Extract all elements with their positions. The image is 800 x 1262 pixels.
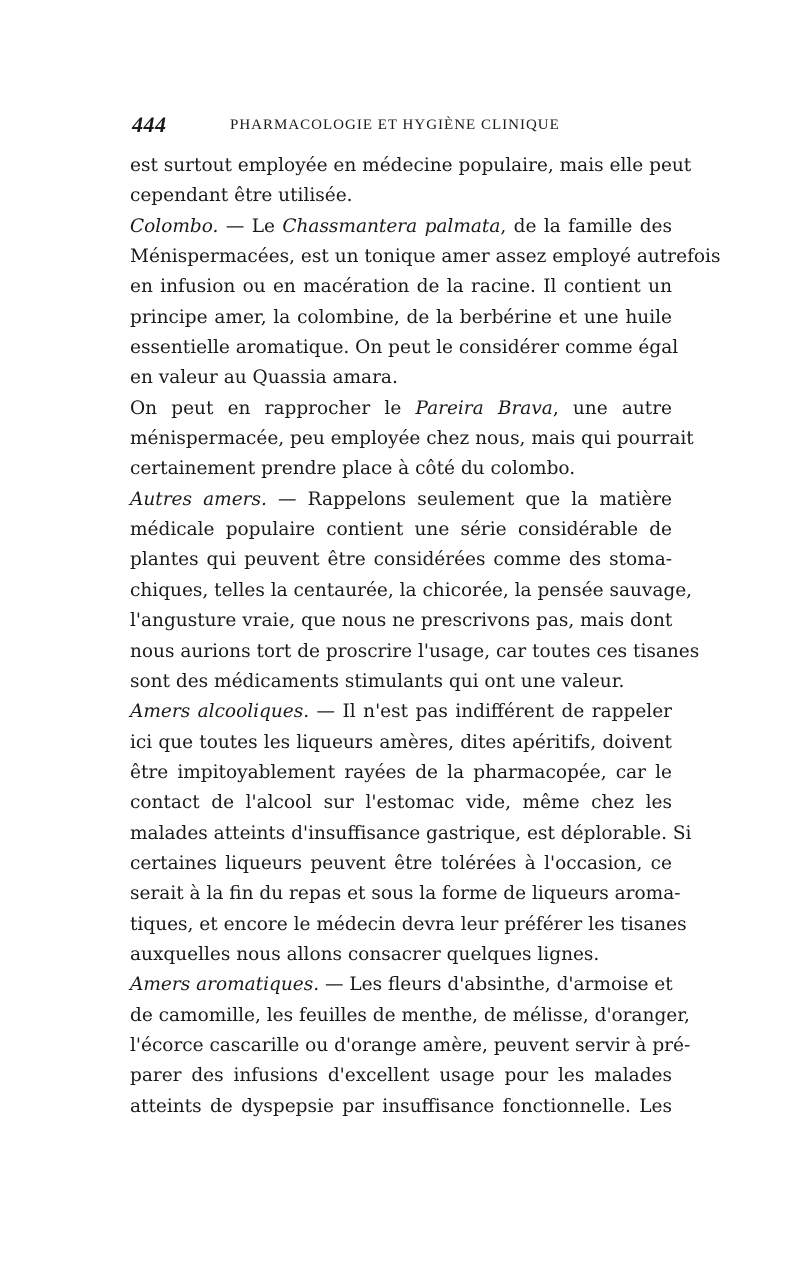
section-heading-colombo: Colombo. [130,215,219,237]
text-line: chiques, telles la centaurée, la chicorée, la pensée sauvage, [130,579,693,601]
text-line: en valeur au Quassia amara. [130,367,398,389]
text-line: parer des infusions d'excellent usage pour les malades [130,1065,672,1087]
text-line: nous aurions tort de proscrire l'usage, car toutes ces tisanes [130,640,700,662]
text-line: être impitoyablement rayées de la pharmacopée, car le [130,761,672,783]
text-line: l'écorce cascarille ou d'orange amère, peuvent servir à pré- [130,1034,691,1056]
text-line: Amers aromatiques. — Les fleurs d'absinthe, d'armoise et [130,974,673,996]
page-header [132,112,672,142]
text-line: essentielle aromatique. On peut le considérer comme égal [130,337,679,359]
text-line: sont des médicaments stimulants qui ont une valeur. [130,670,625,692]
text-line: contact de l'alcool sur l'estomac vide, même chez les [130,792,672,814]
text-line: est surtout employée en médecine populaire, mais elle peut [130,155,692,176]
running-title: PHARMACOLOGIE ET HYGIÈNE CLINIQUE [230,117,560,133]
text-line: certaines liqueurs peuvent être tolérées à l'occasion, ce [130,852,672,874]
text-line: Autres amers. — Rappelons seulement que la matière [130,488,673,510]
text-line: principe amer, la colombine, de la berbérine et une huile [130,306,672,328]
text-line: atteints de dyspepsie par insuffisance fonctionnelle. Les [130,1095,672,1117]
text-line: On peut en rapprocher le Pareira Brava, une autre [130,397,672,419]
text-line: Colombo. — Le Chassmantera palmata, de la famille des [130,215,672,237]
text-line: plantes qui peuvent être considérées comme des stoma- [130,549,672,571]
section-heading-autres-amers: Autres amers. [130,488,267,510]
text-line: certainement prendre place à côté du colombo. [130,458,576,480]
text-line: cependant être utilisée. [130,185,353,207]
text-line: serait à la fin du repas et sous la forme de liqueurs aroma- [130,883,681,905]
text-line: Ménispermacées, est un tonique amer assez employé autrefois [130,246,721,268]
text-line: malades atteints d'insuffisance gastrique, est déplorable. Si [130,822,692,844]
text-line: de camomille, les feuilles de menthe, de mélisse, d'oranger, [130,1004,690,1026]
body-text [130,151,721,1122]
species-name: Pareira Brava [415,397,553,419]
text-line: l'angusture vraie, que nous ne prescrivons pas, mais dont [130,610,673,632]
text-line: ménispermacée, peu employée chez nous, mais qui pourrait [130,428,694,450]
text-line: ici que toutes les liqueurs amères, dites apéritifs, doivent [130,731,672,753]
text-line: en infusion ou en macération de la racine. Il contient un [130,276,672,298]
page-number: 444 [132,112,167,137]
text-line: tiques, et encore le médecin devra leur préférer les tisanes [130,913,687,935]
section-heading-amers-aromatiques: Amers aromatiques. [130,974,320,996]
text-line: Amers alcooliques. — Il n'est pas indifférent de rappeler [130,701,672,723]
text-line: auxquelles nous allons consacrer quelques lignes. [130,943,600,965]
text-line: médicale populaire contient une série considérable de [130,519,672,541]
species-name: Chassmantera palmata [282,215,501,237]
section-heading-amers-alcooliques: Amers alcooliques. [130,701,310,723]
